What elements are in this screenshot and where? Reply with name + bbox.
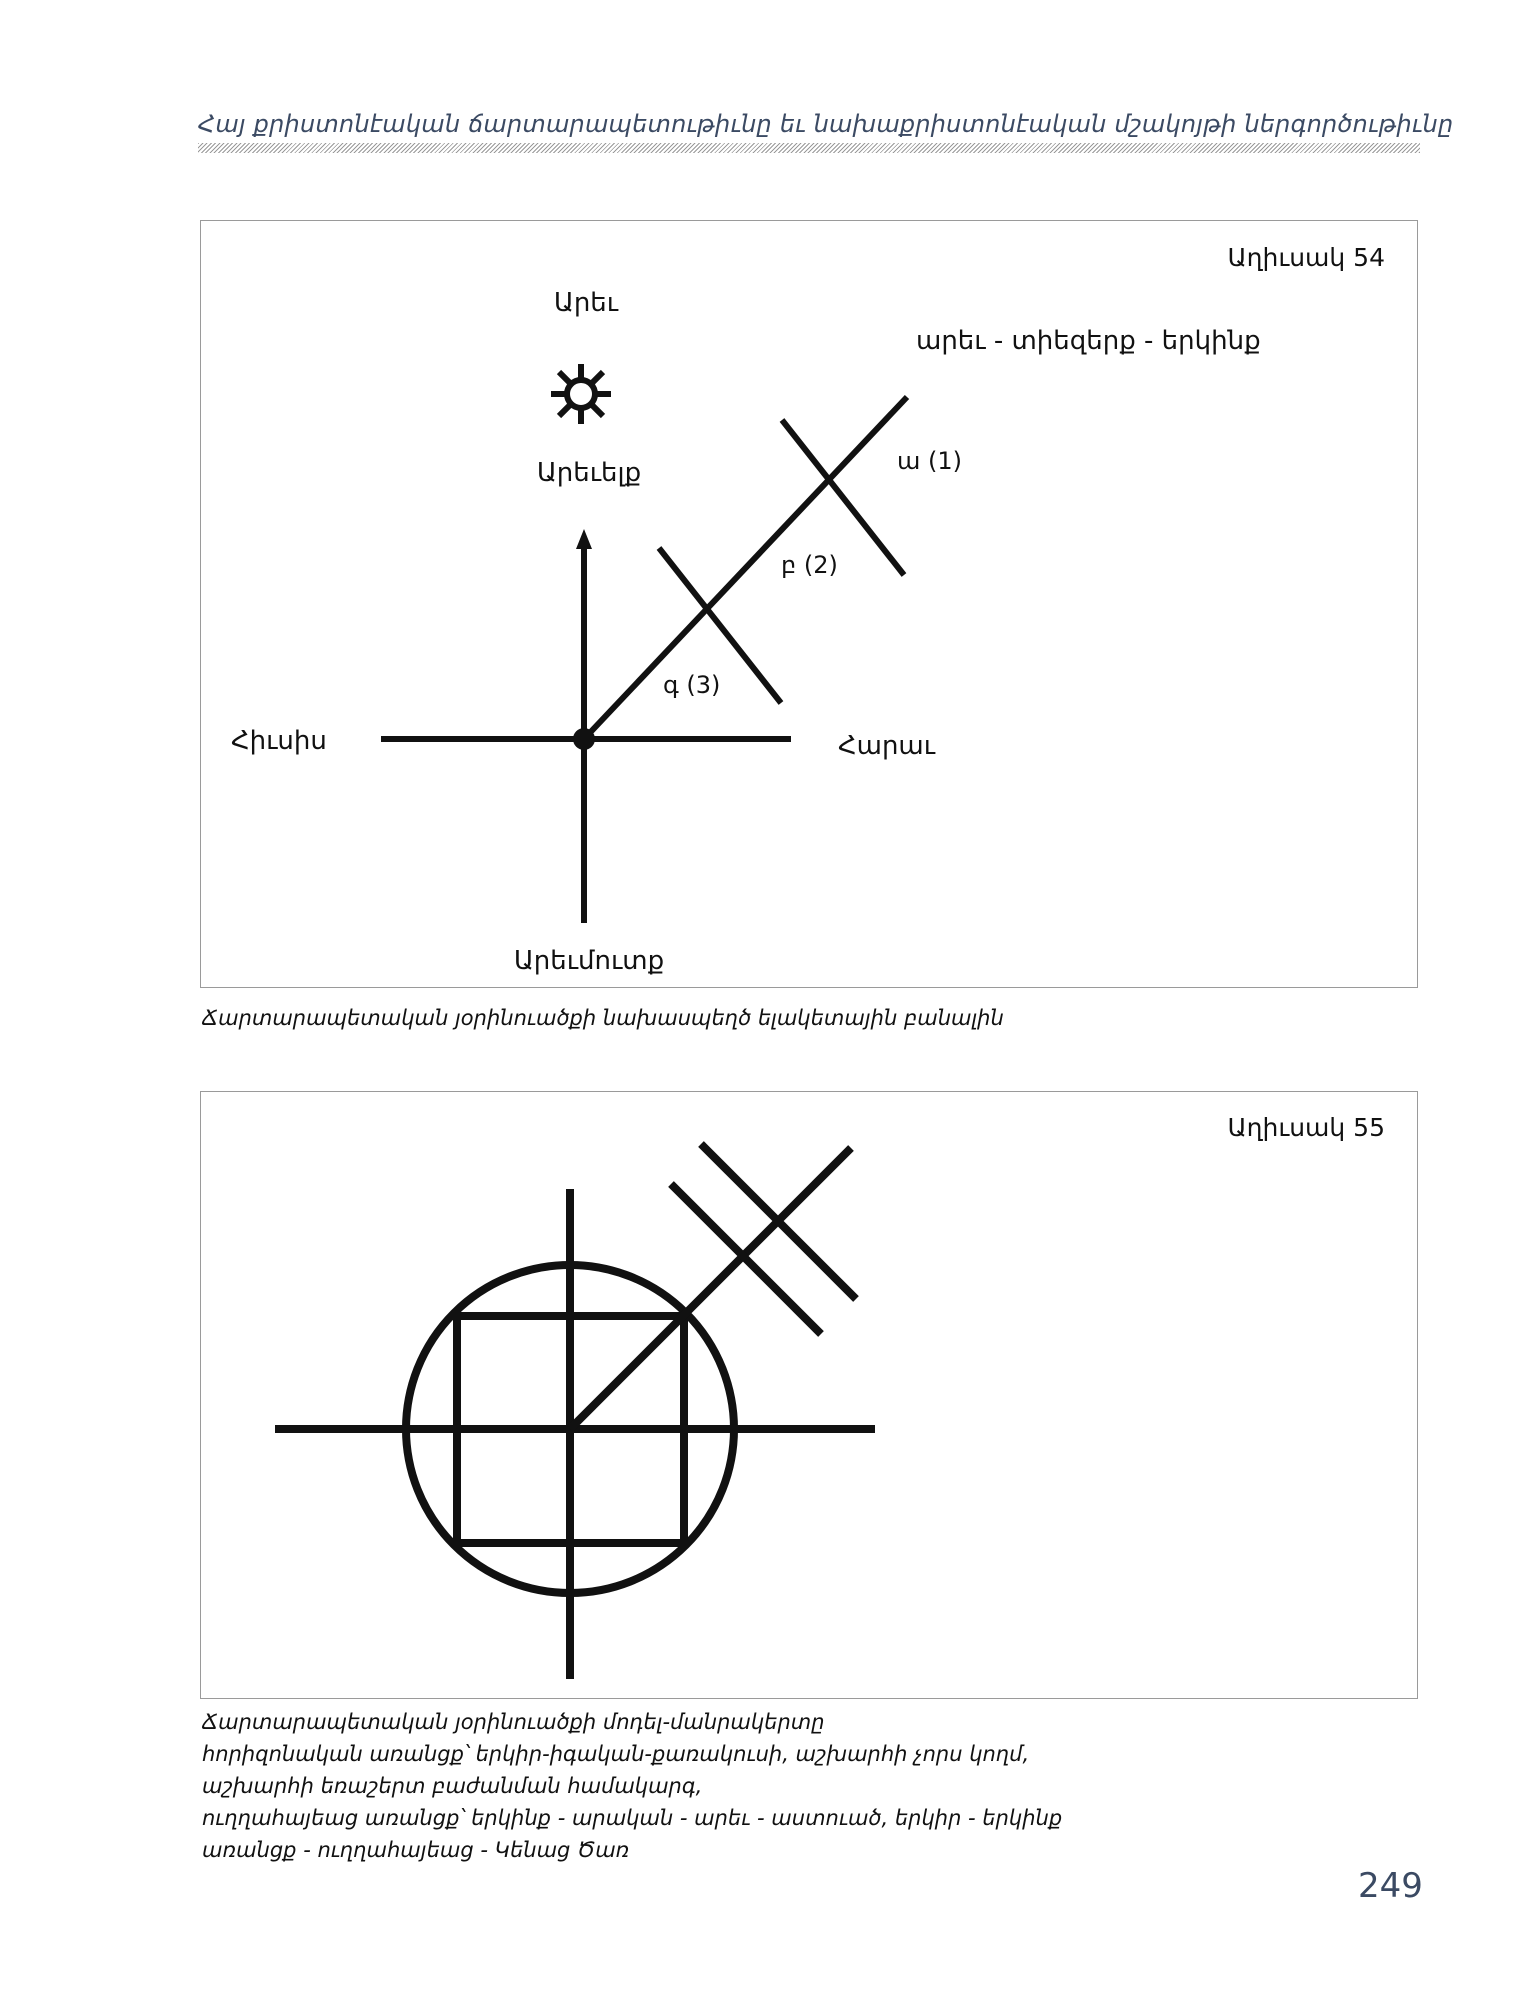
figure-54-diagram <box>201 221 1417 987</box>
caption-line: Ճարտարապետական յօրինուածքի նախասպեղծ ելակետային բանալին <box>202 1006 1004 1030</box>
figure-55-box <box>200 1091 1418 1699</box>
arrow-up-icon <box>576 529 592 549</box>
north-label: Հիւսիս <box>231 726 327 756</box>
caption-line: առանցք - ուղղահայեաց - Կենաց Ծառ <box>202 1838 630 1862</box>
south-label: Հարաւ <box>838 731 936 761</box>
header-rule <box>198 143 1420 153</box>
east-label: Արեւելք <box>536 458 642 488</box>
figure-55-caption <box>202 1706 1062 1866</box>
west-label: Արեւմուտք <box>513 946 665 976</box>
center-dot <box>573 728 595 750</box>
diagonal-axis-label: արեւ - տիեզերք - երկինք <box>916 326 1261 356</box>
sun-label: Արեւ <box>553 288 619 318</box>
caption-line: Ճարտարապետական յօրինուածքի մոդել-մանրակերտը <box>202 1710 825 1734</box>
running-header: Հայ քրիստոնէական ճարտարապետութիւնը եւ նախաքրիստոնէական մշակոյթի ներգործութիւնը <box>198 110 1454 138</box>
mark-a-label: ա (1) <box>897 447 963 475</box>
caption-line: ուղղահայեաց առանցք՝ երկինք - արական - արեւ - աստուած, երկիր - երկինք <box>202 1806 1063 1830</box>
sun-icon <box>551 364 611 424</box>
caption-line: աշխարհի եռաշերտ բաժանման համակարգ, <box>202 1774 703 1798</box>
mark-b-label: բ (2) <box>781 551 838 579</box>
figure-55-label: Աղիւսակ 55 <box>1227 1113 1385 1142</box>
figure-55-diagram <box>201 1092 1417 1698</box>
figure-54-box <box>200 220 1418 988</box>
figure-54-caption <box>202 1002 1004 1034</box>
caption-line: հորիզոնական առանցք՝ երկիր-իգական-քառակուսի, աշխարհի չորս կողմ, <box>202 1742 1030 1766</box>
diagonal-axis <box>570 1148 851 1429</box>
figure-54-label: Աղիւսակ 54 <box>1227 243 1385 272</box>
page-number: 249 <box>1358 1866 1423 1906</box>
mark-g-label: գ (3) <box>663 671 721 699</box>
diagonal-axis <box>584 397 907 739</box>
cross-bar-lower <box>671 1184 821 1334</box>
